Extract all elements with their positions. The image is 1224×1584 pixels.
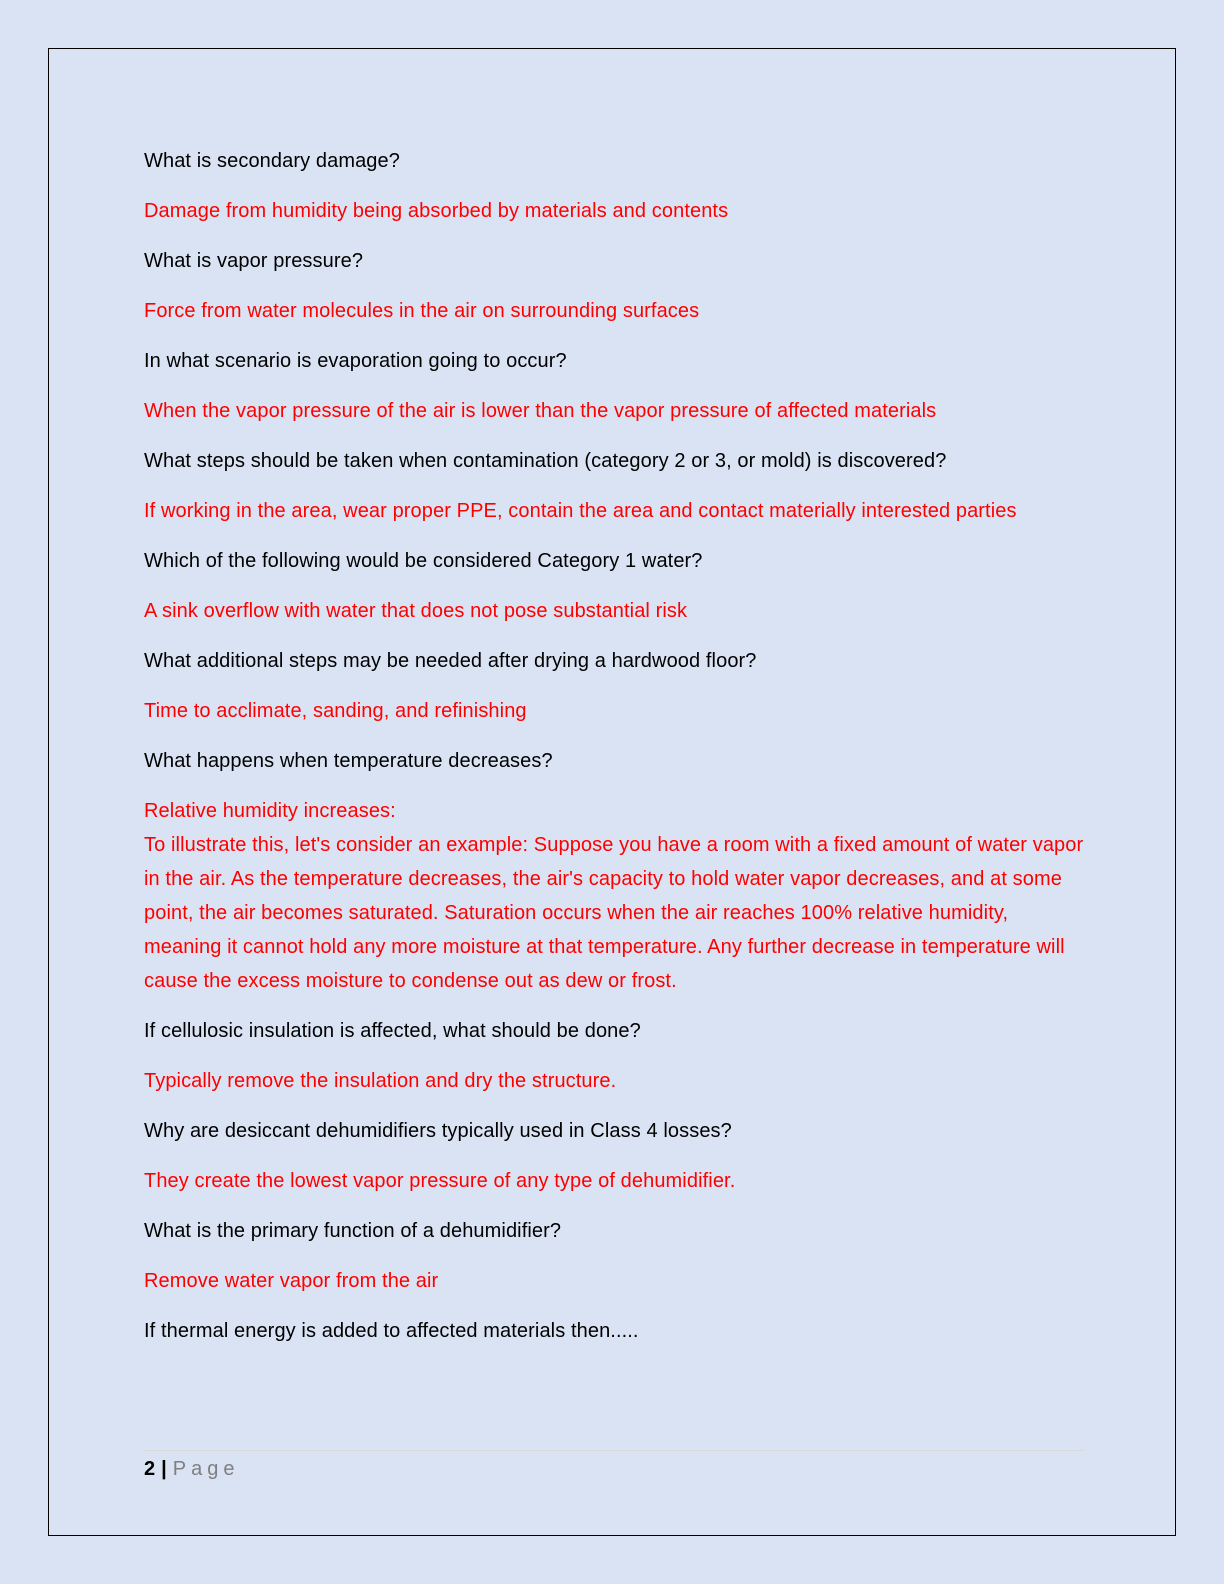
question-text: What is secondary damage? bbox=[144, 150, 400, 172]
question-text: What additional steps may be needed after drying a hardwood floor? bbox=[144, 650, 757, 672]
document-body bbox=[144, 144, 1084, 1364]
answer-text: Relative humidity increases: bbox=[144, 800, 396, 822]
answer-text: When the vapor pressure of the air is lower than the vapor pressure of affected materials bbox=[144, 400, 937, 422]
question-text: What happens when temperature decreases? bbox=[144, 750, 553, 772]
question-text: What is vapor pressure? bbox=[144, 250, 364, 272]
question-text: Which of the following would be considered Category 1 water? bbox=[144, 550, 703, 572]
question-text: What is the primary function of a dehumidifier? bbox=[144, 1220, 562, 1242]
question-text: If thermal energy is added to affected materials then..... bbox=[144, 1320, 639, 1342]
question-text: What steps should be taken when contamination (category 2 or 3, or mold) is discovered? bbox=[144, 450, 947, 472]
footer-separator: | bbox=[161, 1458, 167, 1480]
answer-text: Typically remove the insulation and dry the structure. bbox=[144, 1070, 617, 1092]
answer-text: Time to acclimate, sanding, and refinishing bbox=[144, 700, 527, 722]
answer-explanation: To illustrate this, let's consider an example: Suppose you have a room with a fixed amount of water vapor in the air. As the temperature decreases, the air's capacity to hold water vapor decreases, and at some point, the air becomes saturated. Saturation occurs when the air reaches 100% relative humidity, meaning it cannot hold any more moisture at that temperature. Any further decrease in temperature will cause the excess moisture to condense out as dew or frost. bbox=[144, 834, 1084, 992]
answer-text: A sink overflow with water that does not pose substantial risk bbox=[144, 600, 688, 622]
answer-block bbox=[144, 794, 1084, 998]
answer-text: Remove water vapor from the air bbox=[144, 1270, 439, 1292]
answer-text: Damage from humidity being absorbed by materials and contents bbox=[144, 200, 729, 222]
page-footer bbox=[144, 1454, 239, 1484]
answer-text: They create the lowest vapor pressure of any type of dehumidifier. bbox=[144, 1170, 736, 1192]
answer-text: Force from water molecules in the air on surrounding surfaces bbox=[144, 300, 700, 322]
footer-divider bbox=[144, 1450, 1084, 1451]
question-text: If cellulosic insulation is affected, what should be done? bbox=[144, 1020, 641, 1042]
answer-text: If working in the area, wear proper PPE, contain the area and contact materially interested parties bbox=[144, 500, 1017, 522]
question-text: In what scenario is evaporation going to occur? bbox=[144, 350, 567, 372]
question-text: Why are desiccant dehumidifiers typically used in Class 4 losses? bbox=[144, 1120, 732, 1142]
page-label: Page bbox=[172, 1458, 240, 1480]
page-number: 2 bbox=[144, 1458, 156, 1480]
